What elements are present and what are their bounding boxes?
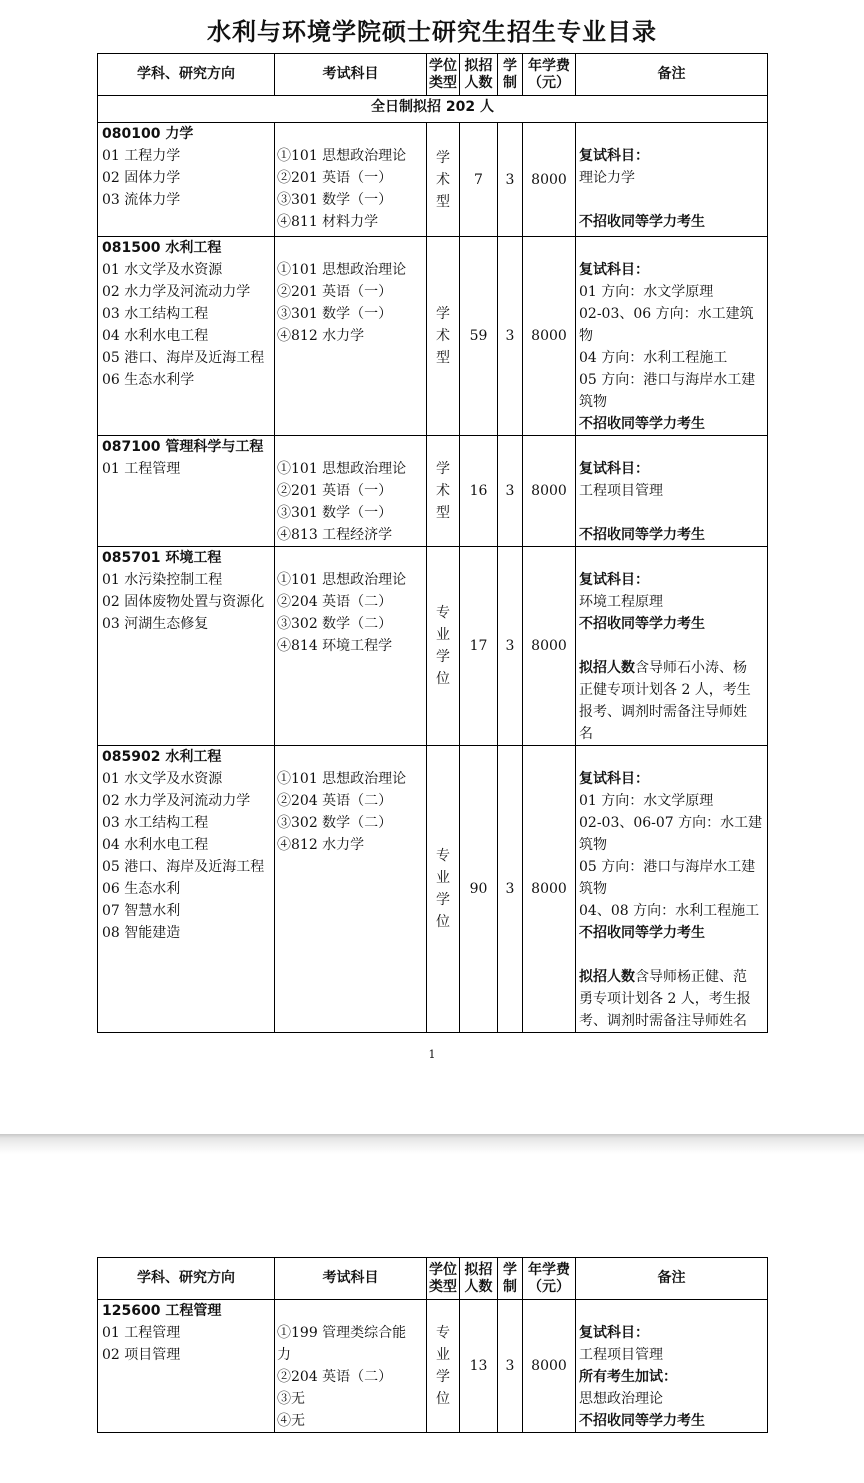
note-line bbox=[579, 635, 767, 657]
degree-type-char: 位 bbox=[436, 671, 450, 687]
exam-subject: ④812 水力学 bbox=[277, 328, 365, 344]
exam-subject: ②201 英语（一） bbox=[277, 483, 393, 499]
research-direction: 02 固体废物处置与资源化 bbox=[102, 594, 265, 610]
header-exam: 考试科目 bbox=[275, 54, 427, 96]
degree-type-cell bbox=[427, 123, 460, 237]
note-line bbox=[579, 966, 767, 988]
years-cell: 3 bbox=[498, 436, 523, 547]
note-line: 不招收同等学力考生 bbox=[579, 925, 705, 941]
degree-type-char: 术 bbox=[436, 328, 450, 344]
fee-cell: 8000 bbox=[523, 547, 576, 746]
exam-subject: ③301 数学（一） bbox=[277, 505, 393, 521]
catalog-table-page1 bbox=[97, 53, 768, 1033]
fee-cell: 8000 bbox=[523, 237, 576, 436]
degree-type-char: 业 bbox=[436, 627, 450, 643]
subject-cell bbox=[98, 237, 275, 436]
header-quota: 拟招 人数 bbox=[460, 54, 498, 96]
major-code-name: 080100 力学 bbox=[102, 126, 194, 142]
exam-subjects-cell bbox=[275, 1300, 427, 1433]
exam-subject: ④812 水力学 bbox=[277, 837, 365, 853]
header-exam: 考试科目 bbox=[275, 1258, 427, 1300]
table-header-row bbox=[98, 1258, 768, 1300]
quota-cell: 17 bbox=[460, 547, 498, 746]
research-direction: 02 固体力学 bbox=[102, 170, 181, 186]
research-direction: 01 工程力学 bbox=[102, 148, 181, 164]
header-fee: 年学费 （元） bbox=[523, 54, 576, 96]
note-line bbox=[579, 657, 767, 679]
major-row bbox=[98, 547, 768, 746]
subject-cell bbox=[98, 436, 275, 547]
exam-subject: ④811 材料力学 bbox=[277, 214, 379, 230]
degree-type-char: 术 bbox=[436, 483, 450, 499]
note-line: 复试科目： bbox=[579, 771, 649, 787]
note-line: 正健专项计划各 2 人，考生 bbox=[579, 682, 751, 698]
exam-subject: ①101 思想政治理论 bbox=[277, 771, 407, 787]
degree-type-char: 学 bbox=[436, 149, 450, 166]
note-line: 所有考生加试： bbox=[579, 1369, 677, 1385]
header-fee: 年学费 （元） bbox=[523, 1258, 576, 1300]
years-cell: 3 bbox=[498, 123, 523, 237]
research-direction: 03 河湖生态修复 bbox=[102, 616, 209, 632]
exam-subject: ④无 bbox=[277, 1413, 305, 1429]
fee-cell: 8000 bbox=[523, 1300, 576, 1433]
major-code-name: 125600 工程管理 bbox=[102, 1303, 222, 1319]
exam-subjects-cell bbox=[275, 547, 427, 746]
major-code-name: 085902 水利工程 bbox=[102, 749, 222, 765]
page-separator bbox=[0, 1134, 864, 1154]
exam-subject: ③无 bbox=[277, 1391, 305, 1407]
notes-cell bbox=[576, 547, 768, 746]
exam-subjects-cell bbox=[275, 436, 427, 547]
quota-cell: 7 bbox=[460, 123, 498, 237]
research-direction: 02 项目管理 bbox=[102, 1347, 181, 1363]
quota-cell: 13 bbox=[460, 1300, 498, 1433]
exam-subject: ②201 英语（一） bbox=[277, 284, 393, 300]
degree-type-cell bbox=[427, 436, 460, 547]
notes-cell bbox=[576, 1300, 768, 1433]
note-line: 思想政治理论 bbox=[579, 1391, 663, 1407]
degree-type-char: 学 bbox=[436, 1369, 450, 1385]
note-line bbox=[579, 502, 767, 524]
subject-cell bbox=[98, 746, 275, 1033]
note-line: 05 方向：港口与海岸水工建 bbox=[579, 372, 756, 388]
exam-subject: ①101 思想政治理论 bbox=[277, 572, 407, 588]
research-direction: 06 生态水利 bbox=[102, 881, 181, 897]
research-direction: 05 港口、海岸及近海工程 bbox=[102, 350, 265, 366]
exam-subject: 力 bbox=[277, 1347, 291, 1363]
note-line: 复试科目： bbox=[579, 572, 649, 588]
major-row bbox=[98, 237, 768, 436]
exam-subject: ③301 数学（一） bbox=[277, 192, 393, 208]
note-line: 筑物 bbox=[579, 394, 607, 410]
degree-type-cell bbox=[427, 237, 460, 436]
note-line: 05 方向：港口与海岸水工建 bbox=[579, 859, 756, 875]
major-code-name: 081500 水利工程 bbox=[102, 240, 222, 256]
note-line: 复试科目： bbox=[579, 148, 649, 164]
catalog-table-page2 bbox=[97, 1257, 768, 1433]
note-line: 不招收同等学力考生 bbox=[579, 1413, 705, 1429]
notes-cell bbox=[576, 746, 768, 1033]
note-line: 复试科目： bbox=[579, 461, 649, 477]
header-subject: 学科、研究方向 bbox=[98, 54, 275, 96]
note-line: 不招收同等学力考生 bbox=[579, 616, 705, 632]
research-direction: 04 水利水电工程 bbox=[102, 837, 209, 853]
note-line: 04、08 方向：水利工程施工 bbox=[579, 903, 760, 919]
exam-subject: ②204 英语（二） bbox=[277, 793, 393, 809]
research-direction: 01 水文学及水资源 bbox=[102, 262, 223, 278]
exam-subject: ①101 思想政治理论 bbox=[277, 461, 407, 477]
major-row bbox=[98, 1300, 768, 1433]
note-line: 不招收同等学力考生 bbox=[579, 214, 705, 230]
page-number: 1 bbox=[428, 1048, 436, 1061]
note-line: 不招收同等学力考生 bbox=[579, 416, 705, 432]
header-years: 学 制 bbox=[498, 1258, 523, 1300]
fulltime-banner-row bbox=[98, 96, 768, 123]
fulltime-banner: 全日制拟招 202 人 bbox=[98, 96, 768, 123]
exam-subject: ③302 数学（二） bbox=[277, 616, 393, 632]
exam-subjects-cell bbox=[275, 746, 427, 1033]
research-direction: 06 生态水利学 bbox=[102, 372, 195, 388]
years-cell: 3 bbox=[498, 547, 523, 746]
notes-cell bbox=[576, 436, 768, 547]
research-direction: 01 水文学及水资源 bbox=[102, 771, 223, 787]
note-line: 工程项目管理 bbox=[579, 1347, 663, 1363]
degree-type-char: 专 bbox=[436, 1325, 450, 1341]
degree-type-char: 学 bbox=[436, 649, 450, 665]
research-direction: 02 水力学及河流动力学 bbox=[102, 793, 251, 809]
degree-type-char: 术 bbox=[436, 171, 450, 188]
note-line: 复试科目： bbox=[579, 262, 649, 278]
degree-type-char: 专 bbox=[436, 848, 450, 864]
note-line: 报考、调剂时需备注导师姓 bbox=[579, 704, 747, 720]
degree-type-char: 业 bbox=[436, 1347, 450, 1363]
note-line: 环境工程原理 bbox=[579, 594, 663, 610]
table-header-row bbox=[98, 54, 768, 96]
exam-subject: ①101 思想政治理论 bbox=[277, 148, 407, 164]
research-direction: 02 水力学及河流动力学 bbox=[102, 284, 251, 300]
exam-subject: ③301 数学（一） bbox=[277, 306, 393, 322]
header-notes: 备注 bbox=[576, 54, 768, 96]
research-direction: 05 港口、海岸及近海工程 bbox=[102, 859, 265, 875]
note-line: 04 方向：水利工程施工 bbox=[579, 350, 728, 366]
major-code-name: 085701 环境工程 bbox=[102, 550, 222, 566]
note-line: 01 方向：水文学原理 bbox=[579, 284, 714, 300]
notes-cell bbox=[576, 123, 768, 237]
exam-subject: ④813 工程经济学 bbox=[277, 527, 393, 543]
note-line: 02-03、06 方向：水工建筑物 bbox=[579, 306, 754, 344]
note-rest: 含导师杨正健、范 bbox=[635, 969, 747, 985]
research-direction: 01 工程管理 bbox=[102, 1325, 181, 1341]
major-row bbox=[98, 123, 768, 237]
degree-type-char: 学 bbox=[436, 461, 450, 477]
degree-type-char: 型 bbox=[436, 505, 450, 521]
years-cell: 3 bbox=[498, 1300, 523, 1433]
degree-type-char: 学 bbox=[436, 306, 450, 322]
note-line: 复试科目： bbox=[579, 1325, 649, 1341]
degree-type-char: 位 bbox=[436, 914, 450, 930]
degree-type-char: 学 bbox=[436, 892, 450, 908]
page-title: 水利与环境学院硕士研究生招生专业目录 bbox=[207, 18, 657, 46]
research-direction: 01 工程管理 bbox=[102, 461, 181, 477]
exam-subject: ①101 思想政治理论 bbox=[277, 262, 407, 278]
note-line: 名 bbox=[579, 726, 593, 742]
major-code-name: 087100 管理科学与工程 bbox=[102, 439, 264, 455]
fee-cell: 8000 bbox=[523, 123, 576, 237]
degree-type-char: 型 bbox=[436, 350, 450, 366]
degree-type-char: 专 bbox=[436, 605, 450, 621]
quota-cell: 90 bbox=[460, 746, 498, 1033]
note-line: 筑物 bbox=[579, 881, 607, 897]
subject-cell bbox=[98, 123, 275, 237]
notes-cell bbox=[576, 237, 768, 436]
research-direction: 01 水污染控制工程 bbox=[102, 572, 223, 588]
note-lead: 拟招人数 bbox=[579, 660, 635, 676]
header-degree: 学位 类型 bbox=[427, 1258, 460, 1300]
note-line: 工程项目管理 bbox=[579, 483, 663, 499]
subject-cell bbox=[98, 1300, 275, 1433]
degree-type-char: 型 bbox=[436, 193, 450, 210]
research-direction: 04 水利水电工程 bbox=[102, 328, 209, 344]
fee-cell: 8000 bbox=[523, 436, 576, 547]
header-quota: 拟招 人数 bbox=[460, 1258, 498, 1300]
note-line: 01 方向：水文学原理 bbox=[579, 793, 714, 809]
research-direction: 03 流体力学 bbox=[102, 192, 181, 208]
degree-type-cell bbox=[427, 746, 460, 1033]
exam-subject: ①199 管理类综合能 bbox=[277, 1325, 407, 1341]
note-line bbox=[579, 944, 767, 966]
exam-subject: ③302 数学（二） bbox=[277, 815, 393, 831]
header-degree: 学位 类型 bbox=[427, 54, 460, 96]
exam-subject: ②204 英语（二） bbox=[277, 1369, 393, 1385]
degree-type-cell bbox=[427, 547, 460, 746]
major-row bbox=[98, 746, 768, 1033]
header-notes: 备注 bbox=[576, 1258, 768, 1300]
research-direction: 07 智慧水利 bbox=[102, 903, 181, 919]
note-line: 理论力学 bbox=[579, 170, 635, 186]
note-line: 考、调剂时需备注导师姓名 bbox=[579, 1013, 747, 1029]
exam-subject: ②201 英语（一） bbox=[277, 170, 393, 186]
exam-subject: ②204 英语（二） bbox=[277, 594, 393, 610]
degree-type-cell bbox=[427, 1300, 460, 1433]
note-lead: 拟招人数 bbox=[579, 969, 635, 985]
note-line bbox=[579, 189, 767, 211]
header-subject: 学科、研究方向 bbox=[98, 1258, 275, 1300]
years-cell: 3 bbox=[498, 746, 523, 1033]
exam-subjects-cell bbox=[275, 237, 427, 436]
subject-cell bbox=[98, 547, 275, 746]
years-cell: 3 bbox=[498, 237, 523, 436]
header-years: 学 制 bbox=[498, 54, 523, 96]
quota-cell: 16 bbox=[460, 436, 498, 547]
fee-cell: 8000 bbox=[523, 746, 576, 1033]
exam-subject: ④814 环境工程学 bbox=[277, 638, 393, 654]
research-direction: 03 水工结构工程 bbox=[102, 815, 209, 831]
note-line: 02-03、06-07 方向：水工建 bbox=[579, 815, 763, 831]
quota-cell: 59 bbox=[460, 237, 498, 436]
note-line: 不招收同等学力考生 bbox=[579, 527, 705, 543]
note-line: 勇专项计划各 2 人，考生报 bbox=[579, 991, 751, 1007]
note-line: 筑物 bbox=[579, 837, 607, 853]
research-direction: 03 水工结构工程 bbox=[102, 306, 209, 322]
research-direction: 08 智能建造 bbox=[102, 925, 181, 941]
note-rest: 含导师石小涛、杨 bbox=[635, 660, 747, 676]
major-row bbox=[98, 436, 768, 547]
degree-type-char: 位 bbox=[436, 1391, 450, 1407]
exam-subjects-cell bbox=[275, 123, 427, 237]
degree-type-char: 业 bbox=[436, 870, 450, 886]
